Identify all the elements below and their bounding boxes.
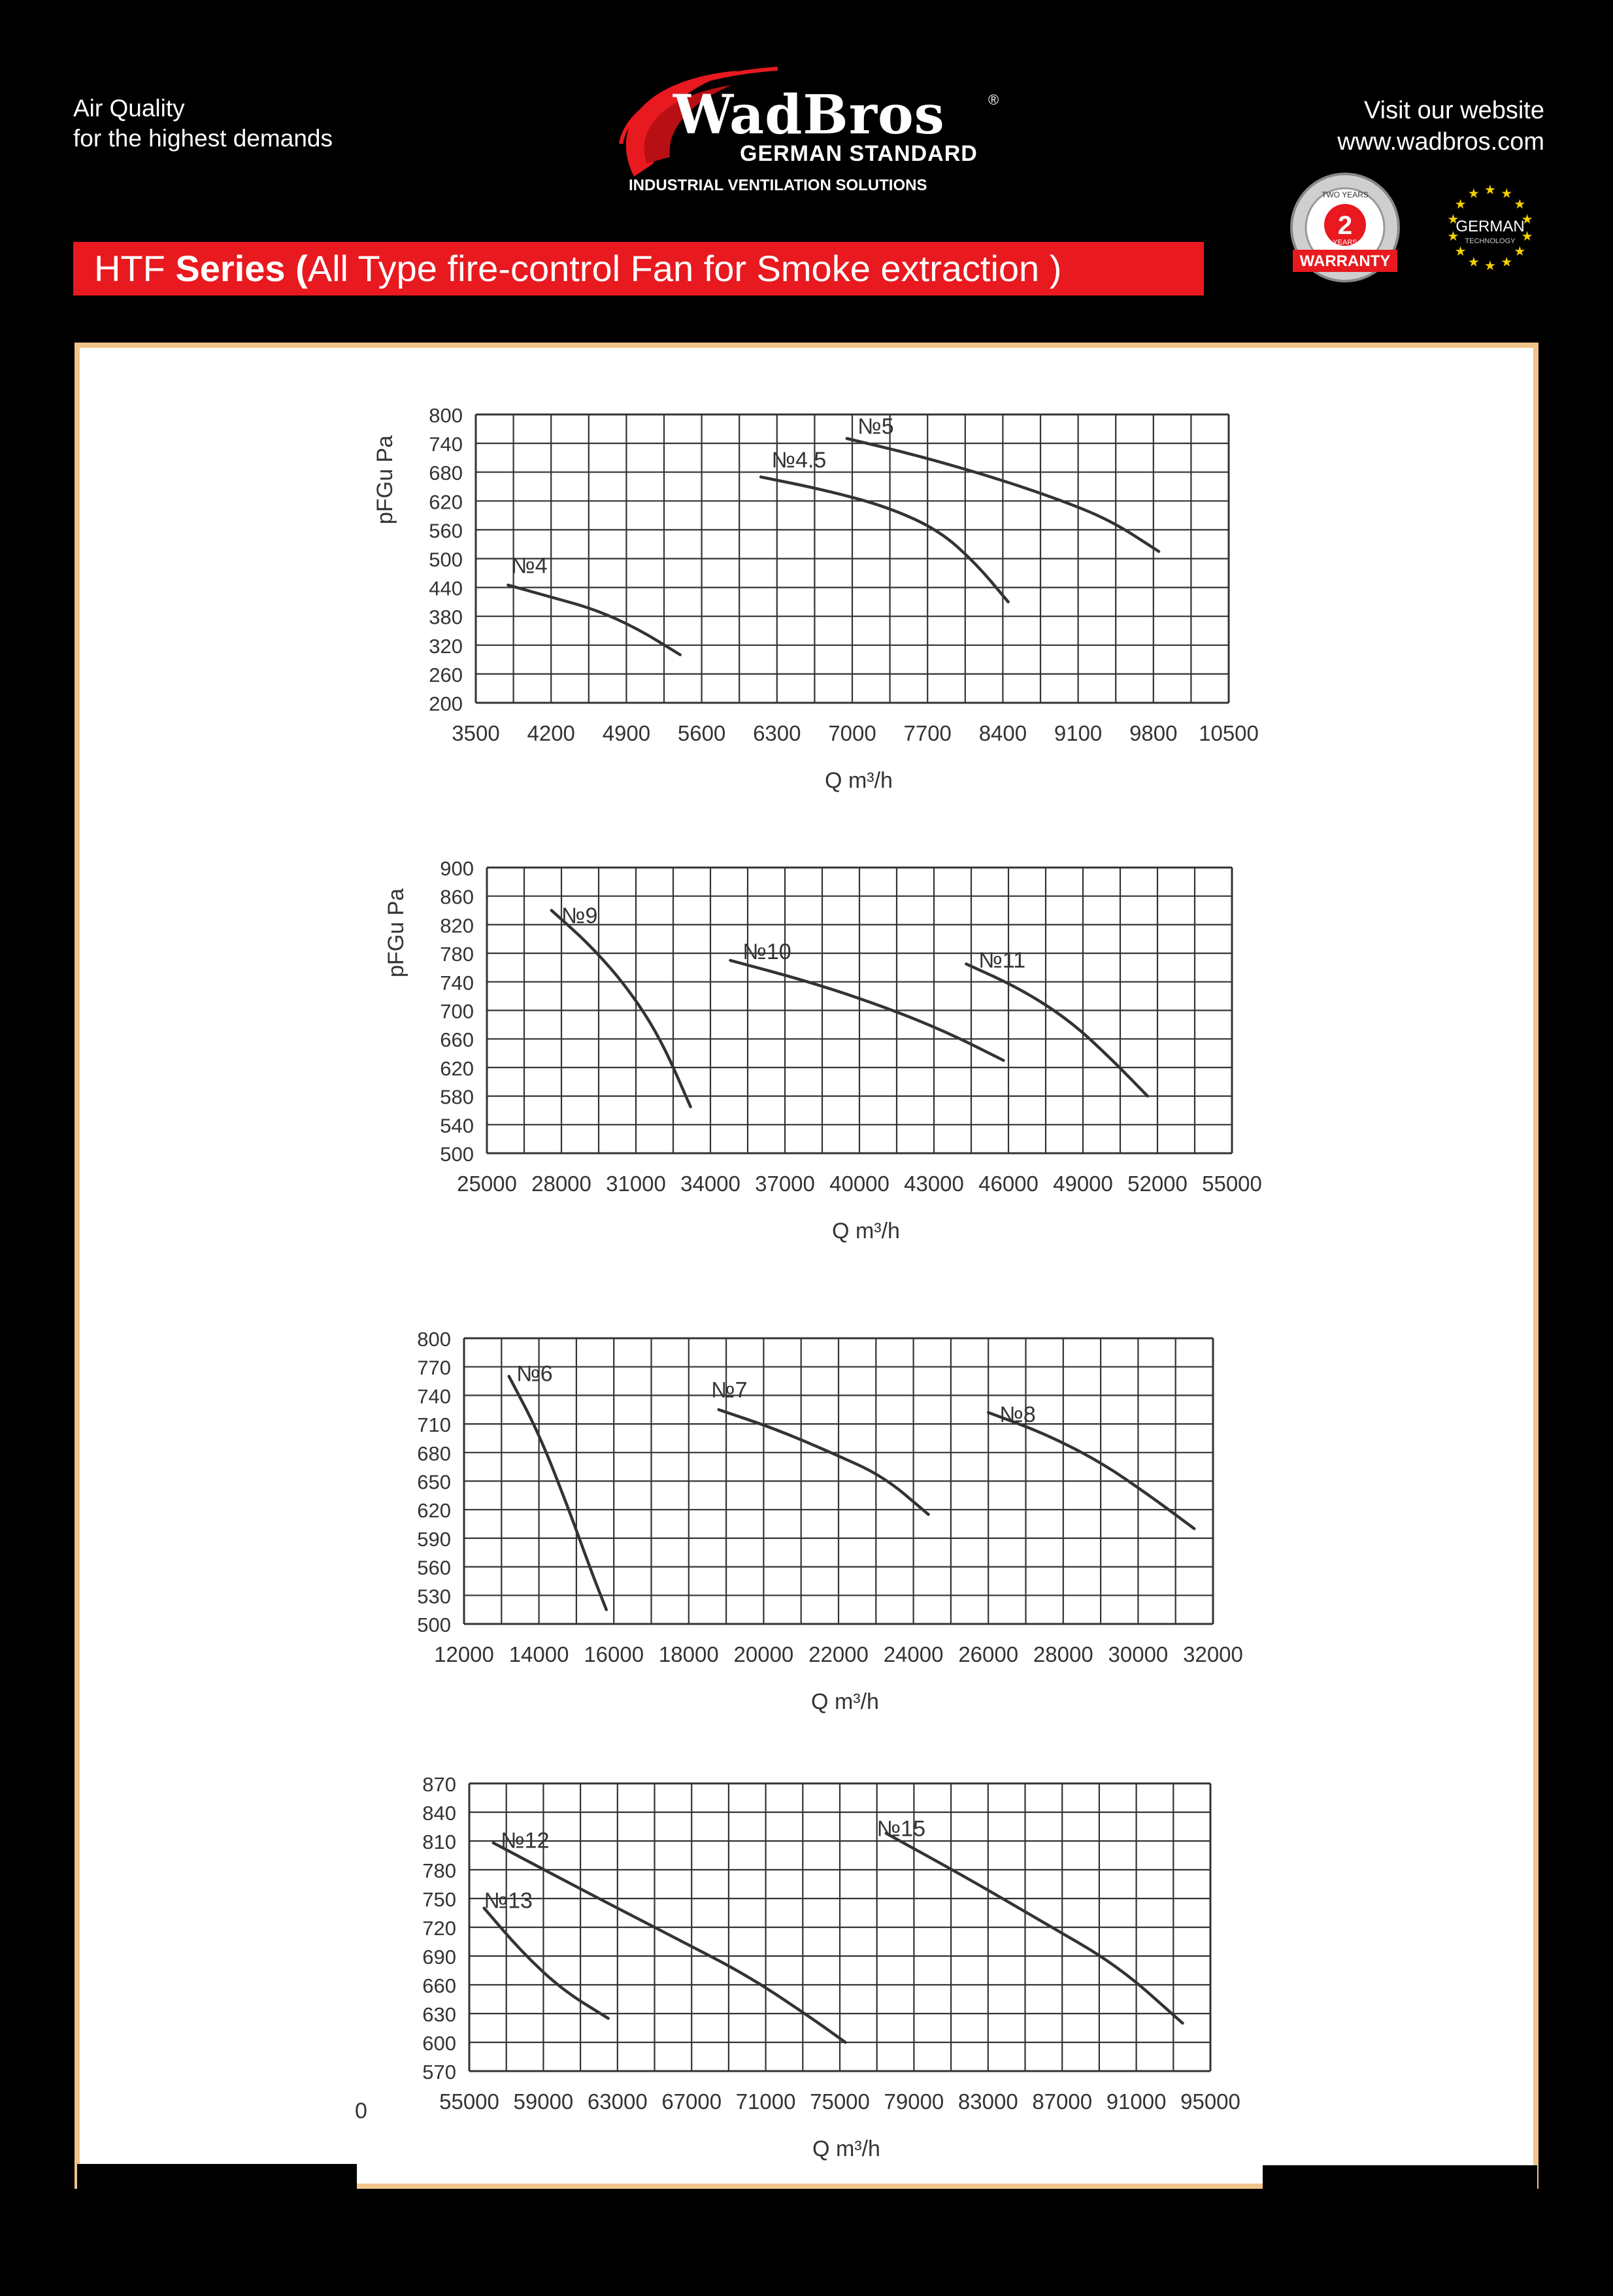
series-label: №9 [561,903,598,929]
series-description: All Type fire-control Fan for Smoke extraction ) [307,248,1062,289]
y-tick-label: 860 [440,885,474,909]
y-tick-label: 380 [429,605,463,629]
x-tick-label: 34000 [680,1172,740,1196]
brand-standard: GERMAN STANDARD [740,141,978,166]
series-curve [493,1843,846,2042]
x-tick-label: 26000 [958,1642,1019,1666]
badge-star-icon: ★ [1521,229,1533,244]
website-link[interactable]: www.wadbros.com [1337,128,1544,156]
x-tick-label: 22000 [808,1642,869,1666]
series-curve [484,1908,608,2019]
y-tick-label: 740 [440,971,474,994]
x-tick-label: 5600 [677,721,726,745]
y-tick-label: 650 [417,1470,451,1494]
series-curve [509,1376,607,1610]
brand-subtitle: INDUSTRIAL VENTILATION SOLUTIONS [629,177,927,194]
x-tick-label: 4200 [527,721,575,745]
x-tick-label: 91000 [1106,2089,1167,2114]
series-label: №4 [511,553,548,579]
x-tick-label: 37000 [755,1172,815,1196]
series-label: №5 [857,414,894,439]
x-tick-label: 46000 [978,1172,1039,1196]
badge-star-icon: ★ [1454,197,1467,212]
chart-4 [422,1773,1240,2161]
x-tick-label: 6300 [753,721,801,745]
technology-label: TECHNOLOGY [1465,237,1516,245]
x-tick-label: 28000 [531,1172,591,1196]
chart-1 [373,404,1259,793]
brand-name: WadBros [673,84,945,146]
y-tick-label: 770 [417,1356,451,1379]
x-tick-label: 52000 [1127,1172,1188,1196]
stray-axis-fragment: 0 [355,2099,367,2123]
series-curve [552,911,691,1107]
series-prefix: HTF [94,248,176,289]
badge-star-icon: ★ [1514,245,1526,260]
badge-star-icon: ★ [1484,259,1496,273]
chart-2 [384,857,1262,1243]
series-curve [761,477,1008,602]
y-tick-label: 660 [440,1028,474,1052]
y-tick-label: 620 [440,1056,474,1080]
website-label: Visit our website [1364,97,1544,124]
badge-star-icon: ★ [1447,212,1459,228]
y-tick-label: 540 [440,1114,474,1138]
y-tick-label: 500 [417,1613,451,1636]
tagline-line-1: Air Quality [73,95,185,122]
y-tick-label: 560 [429,519,463,543]
series-label: №4.5 [771,447,827,473]
y-tick-label: 780 [422,1859,456,1882]
series-label: №13 [484,1888,533,1914]
badge-star-icon: ★ [1514,197,1526,212]
x-tick-label: 25000 [457,1172,517,1196]
y-tick-label: 710 [417,1413,451,1437]
y-tick-label: 590 [417,1527,451,1551]
x-tick-label: 95000 [1180,2089,1240,2114]
y-tick-label: 740 [417,1385,451,1408]
series-curve [508,585,680,655]
y-tick-label: 630 [422,2003,456,2026]
y-axis-label: pFGu Pa [384,888,408,978]
series-label: №6 [516,1361,553,1387]
y-tick-label: 840 [422,1802,456,1825]
y-tick-label: 780 [440,943,474,966]
x-tick-label: 9100 [1054,721,1103,745]
badge-star-icon: ★ [1467,255,1480,270]
badge-star-icon: ★ [1521,212,1533,228]
y-tick-label: 570 [422,2061,456,2084]
warranty-years-label: YEARS [1333,239,1357,246]
y-tick-label: 500 [429,548,463,571]
x-tick-label: 16000 [584,1642,644,1666]
series-label: №15 [876,1816,925,1842]
x-tick-label: 83000 [957,2089,1018,2114]
x-tick-label: 49000 [1053,1172,1113,1196]
x-tick-label: 14000 [508,1642,569,1666]
x-axis-label: Q m³/h [825,768,893,793]
y-tick-label: 750 [422,1888,456,1911]
y-tick-label: 600 [422,2032,456,2055]
warranty-label: WARRANTY [1299,252,1391,270]
y-tick-label: 580 [440,1085,474,1109]
series-label: №8 [999,1402,1036,1428]
y-tick-label: 900 [440,857,474,880]
series-label: №11 [978,947,1026,973]
badge-star-icon: ★ [1484,183,1496,197]
y-tick-label: 720 [422,1917,456,1940]
x-tick-label: 9800 [1129,721,1178,745]
x-tick-label: 87000 [1032,2089,1093,2114]
y-tick-label: 500 [440,1143,474,1166]
x-tick-label: 3500 [452,721,500,745]
german-label: GERMAN [1455,218,1525,235]
x-tick-label: 31000 [606,1172,666,1196]
series-curve [719,1410,929,1514]
series-label: №7 [711,1377,748,1403]
x-tick-label: 32000 [1183,1642,1243,1666]
y-tick-label: 620 [417,1499,451,1523]
x-tick-label: 71000 [735,2089,796,2114]
x-tick-label: 18000 [658,1642,719,1666]
y-axis-label: pFGu Pa [373,435,397,525]
x-tick-label: 7000 [828,721,876,745]
y-tick-label: 820 [440,914,474,937]
y-tick-label: 560 [417,1556,451,1579]
warranty-ring-text: TWO YEARS [1322,190,1369,199]
y-tick-label: 690 [422,1946,456,1968]
x-tick-label: 63000 [587,2089,648,2114]
chart-3 [417,1328,1243,1714]
badge-star-icon: ★ [1501,186,1513,201]
x-tick-label: 75000 [810,2089,870,2114]
series-label: №12 [501,1828,550,1853]
x-tick-label: 55000 [439,2089,499,2114]
y-tick-label: 800 [429,404,463,427]
x-tick-label: 20000 [733,1642,794,1666]
x-tick-label: 55000 [1202,1172,1262,1196]
x-tick-label: 8400 [978,721,1027,745]
y-tick-label: 680 [429,462,463,485]
x-tick-label: 67000 [661,2089,722,2114]
badge-star-icon: ★ [1467,186,1480,201]
y-tick-label: 680 [417,1442,451,1465]
series-curve [886,1833,1183,2023]
x-tick-label: 40000 [829,1172,890,1196]
series-bold: Series ( [175,248,308,289]
y-tick-label: 620 [429,490,463,514]
y-tick-label: 870 [422,1773,456,1796]
y-tick-label: 700 [440,1000,474,1023]
x-tick-label: 59000 [513,2089,574,2114]
y-tick-label: 800 [417,1328,451,1351]
y-tick-label: 810 [422,1831,456,1853]
x-axis-label: Q m³/h [812,2136,880,2161]
badge-star-icon: ★ [1447,229,1459,244]
series-curve [988,1413,1194,1529]
x-tick-label: 7700 [903,721,952,745]
x-tick-label: 43000 [904,1172,964,1196]
series-label: №10 [742,939,791,964]
x-axis-label: Q m³/h [832,1219,900,1243]
y-tick-label: 740 [429,433,463,456]
x-tick-label: 28000 [1033,1642,1093,1666]
x-tick-label: 10500 [1199,721,1259,745]
x-tick-label: 12000 [434,1642,494,1666]
y-tick-label: 440 [429,577,463,600]
registered-mark: ® [988,92,999,108]
y-tick-label: 200 [429,692,463,715]
x-tick-label: 79000 [884,2089,944,2114]
x-tick-label: 24000 [883,1642,944,1666]
y-tick-label: 320 [429,634,463,658]
badge-star-icon: ★ [1501,255,1513,270]
x-tick-label: 30000 [1108,1642,1169,1666]
warranty-years: 2 [1337,211,1353,240]
y-tick-label: 530 [417,1585,451,1608]
tagline-line-2: for the highest demands [73,125,333,152]
badge-star-icon: ★ [1454,245,1467,260]
y-tick-label: 260 [429,663,463,686]
y-tick-label: 660 [422,1974,456,1997]
x-axis-label: Q m³/h [811,1689,879,1714]
x-tick-label: 4900 [602,721,651,745]
